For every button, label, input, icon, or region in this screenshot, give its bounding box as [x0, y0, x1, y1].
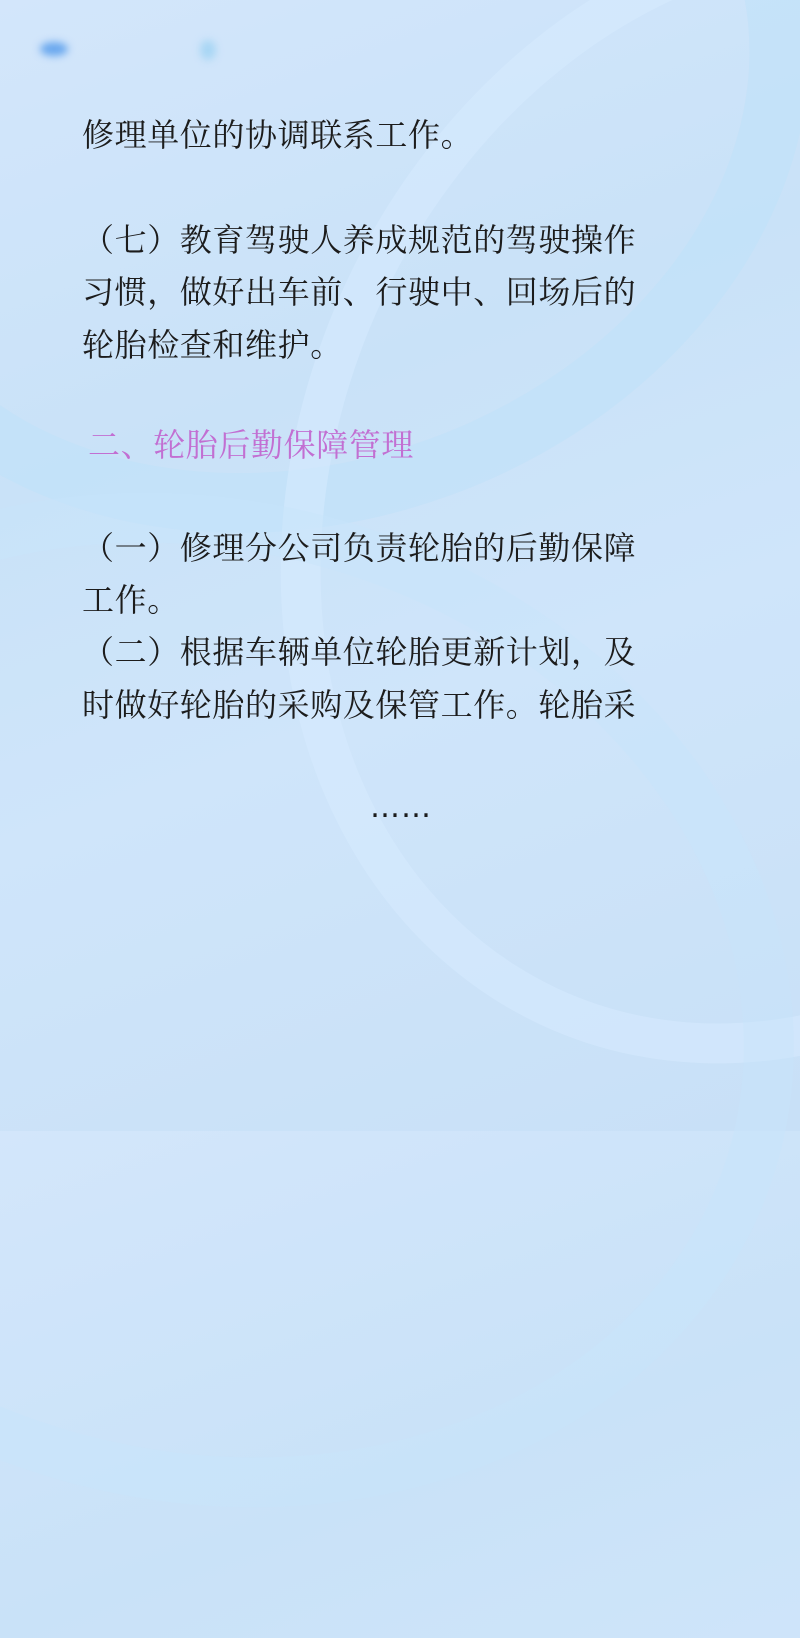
paragraph-line: （七）教育驾驶人养成规范的驾驶操作: [82, 221, 637, 259]
paragraph-line: 时做好轮胎的采购及保管工作。轮胎采: [82, 686, 637, 724]
paragraph-line: 工作。: [82, 581, 180, 619]
paragraph-line: 修理单位的协调联系工作。: [82, 116, 474, 154]
paragraph-line: 轮胎检查和维护。: [82, 326, 343, 364]
decorative-dot: [40, 42, 68, 56]
continuation-ellipsis: ……: [370, 790, 432, 825]
paragraph-line: （一）修理分公司负责轮胎的后勤保障: [82, 529, 637, 567]
paragraph-line: 习惯，做好出车前、行驶中、回场后的: [82, 273, 637, 311]
background-swirl: [97, 0, 800, 1232]
section-heading: 二、轮胎后勤保障管理: [88, 426, 415, 464]
paragraph-line: （二）根据车辆单位轮胎更新计划，及: [82, 633, 637, 671]
decorative-dot: [200, 40, 216, 60]
